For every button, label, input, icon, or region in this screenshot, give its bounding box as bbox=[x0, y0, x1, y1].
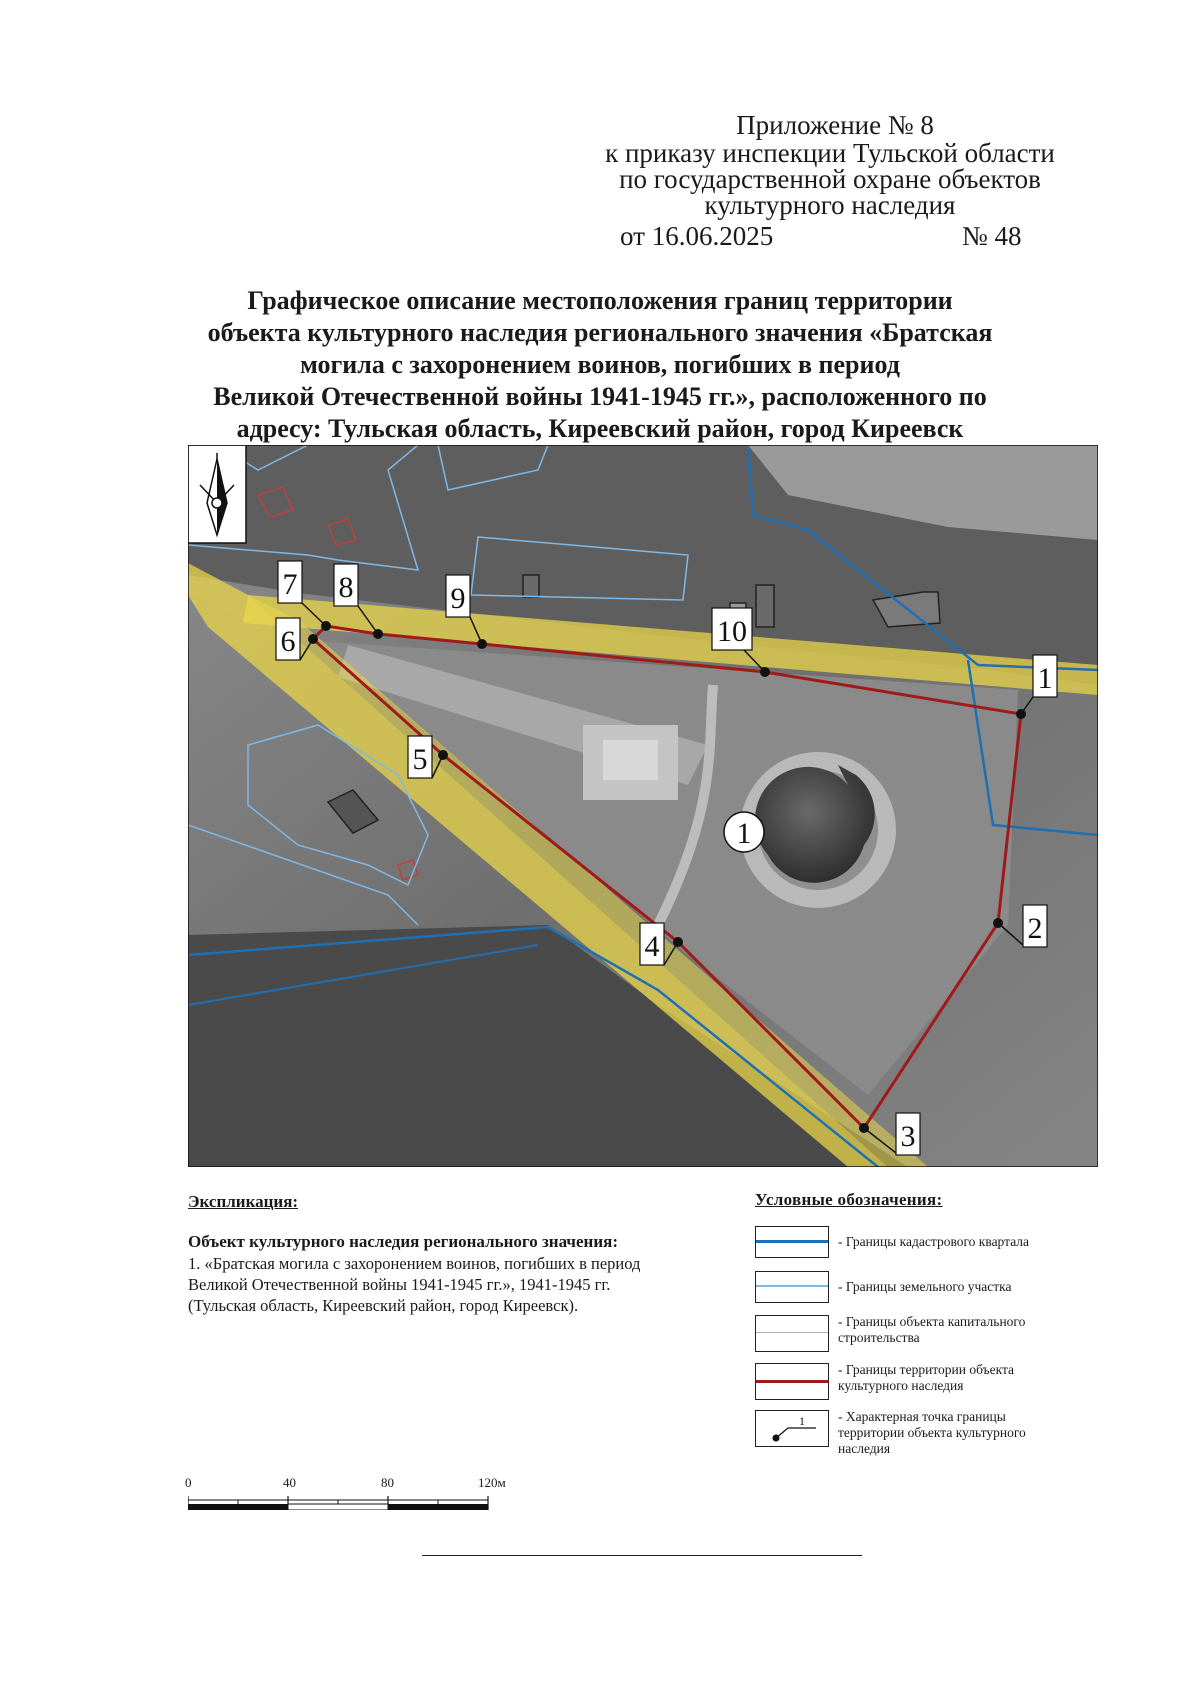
legend-swatch-parcel bbox=[755, 1271, 829, 1303]
legend-swatch-heritage bbox=[755, 1363, 829, 1400]
point-label-6: 6 bbox=[280, 625, 296, 658]
title-line: адресу: Тульская область, Киреевский район, город Киреевск bbox=[236, 414, 964, 443]
memorial-plaza bbox=[603, 740, 658, 780]
point-label-10: 10 bbox=[717, 615, 747, 648]
title-line: объекта культурного наследия регионального значения «Братская bbox=[207, 318, 993, 347]
explication-line: (Тульская область, Киреевский район, город Киреевск). bbox=[188, 1296, 579, 1315]
point-label-4: 4 bbox=[644, 930, 660, 963]
legend-item-label-line: строительства bbox=[838, 1330, 920, 1345]
point-label-1: 1 bbox=[1037, 662, 1053, 695]
legend-item-label: - Границы земельного участка bbox=[838, 1279, 1012, 1294]
legend-swatch-building bbox=[755, 1315, 829, 1352]
title-line: Великой Отечественной войны 1941-1945 гг.», расположенного по bbox=[213, 382, 987, 411]
legend-item-label-line: - Границы объекта капитального bbox=[838, 1314, 1026, 1329]
legend-title: Условные обозначения: bbox=[755, 1190, 943, 1209]
signature-rule bbox=[422, 1555, 862, 1556]
order-number: № 48 bbox=[962, 221, 1022, 251]
point-label-3: 3 bbox=[900, 1120, 916, 1153]
point-label-7: 7 bbox=[282, 568, 298, 601]
building bbox=[756, 585, 774, 627]
legend-item-label: - Границы кадастрового квартала bbox=[838, 1234, 1030, 1249]
legend-item-label bbox=[838, 1362, 1068, 1394]
point-label-9: 9 bbox=[450, 582, 466, 615]
explication-line: Великой Отечественной войны 1941-1945 гг.», 1941-1945 гг. bbox=[188, 1275, 611, 1294]
legend-item-label-line: - Границы территории объекта bbox=[838, 1362, 1015, 1377]
scale-label: 40 bbox=[283, 1475, 296, 1490]
scale-label: 120м bbox=[478, 1475, 506, 1490]
legend-item-label bbox=[838, 1409, 1068, 1457]
page-title bbox=[150, 285, 1050, 445]
legend-point-sample-label: 1 bbox=[799, 1414, 805, 1428]
order-reference-line: по государственной охране объектов bbox=[619, 164, 1041, 194]
legend-item-label-line: культурного наследия bbox=[838, 1378, 964, 1393]
building bbox=[523, 575, 539, 597]
site-map bbox=[188, 445, 1098, 1167]
point-label-2: 2 bbox=[1027, 912, 1043, 945]
explication-text bbox=[188, 1253, 738, 1316]
point-label-8: 8 bbox=[338, 571, 354, 604]
boundary-point-icon bbox=[756, 1411, 828, 1446]
order-date: от 16.06.2025 bbox=[620, 221, 774, 251]
legend-item-label bbox=[838, 1314, 1068, 1346]
legend-swatch-point bbox=[755, 1410, 829, 1447]
order-reference-line: культурного наследия bbox=[704, 190, 956, 220]
scale-bar bbox=[188, 1496, 493, 1510]
legend-swatch-cadastral bbox=[755, 1226, 829, 1258]
order-reference-line: к приказу инспекции Тульской области bbox=[605, 138, 1055, 168]
object-marker-label: 1 bbox=[736, 817, 752, 850]
north-arrow-icon bbox=[188, 445, 246, 543]
legend-item-label-line: - Характерная точка границы bbox=[838, 1409, 1006, 1424]
explication-title: Экспликация: bbox=[188, 1192, 299, 1211]
title-line: могила с захоронением воинов, погибших в период bbox=[300, 350, 900, 379]
scale-label: 80 bbox=[381, 1475, 394, 1490]
point-label-5: 5 bbox=[412, 743, 428, 776]
legend-item-label-line: наследия bbox=[838, 1441, 891, 1456]
explication-line: 1. «Братская могила с захоронением воинов, погибших в период bbox=[188, 1254, 641, 1273]
appendix-number: Приложение № 8 bbox=[736, 110, 934, 140]
scale-label: 0 bbox=[185, 1475, 192, 1490]
title-line: Графическое описание местоположения границ территории bbox=[247, 286, 953, 315]
legend-item-label-line: территории объекта культурного bbox=[838, 1425, 1026, 1440]
explication-heading: Объект культурного наследия регионального значения: bbox=[188, 1232, 618, 1251]
